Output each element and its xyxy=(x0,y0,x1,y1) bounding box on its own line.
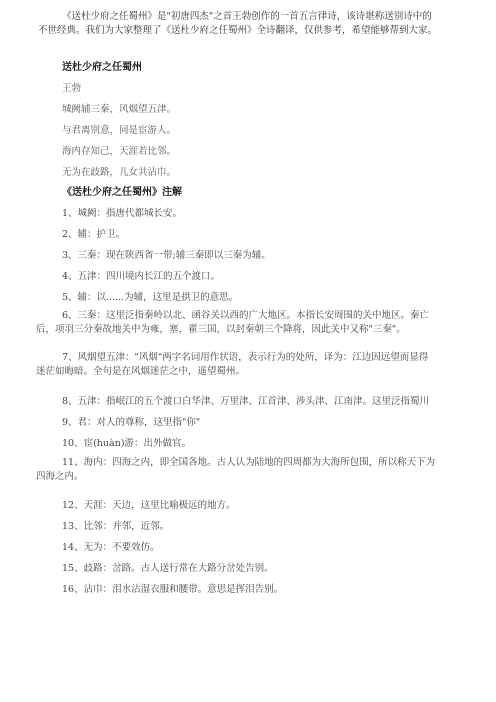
note-2: 2、辅：护卫。 xyxy=(62,229,126,240)
note-7-line-1: 7、风烟望五津："风烟"两字名词用作状语，表示行为的处所，译为：江边因远望而显得 xyxy=(62,352,429,363)
note-10: 10、宦(huàn)游：出外做官。 xyxy=(62,438,192,449)
note-5: 5、辅：以......为辅，这里是拱卫的意思。 xyxy=(62,292,239,303)
poem-line-4: 无为在歧路，儿女共沾巾。 xyxy=(62,167,177,178)
note-6 xyxy=(36,309,466,337)
intro-paragraph xyxy=(38,10,470,38)
poem-author: 王勃 xyxy=(62,83,82,94)
note-6-line-1: 6、三秦：这里泛指秦岭以北、函谷关以西的广大地区。本指长安周围的关中地区。秦亡 xyxy=(62,310,430,321)
poem-line-1: 城阙辅三秦，风烟望五津。 xyxy=(62,104,177,115)
note-14: 14、无为：不要效仿。 xyxy=(62,542,160,553)
notes-heading: 《送杜少府之任蜀州》注解 xyxy=(62,187,182,198)
intro-line-1: 《送杜少府之任蜀州》是"初唐四杰"之首王勃创作的一首五言律诗，该诗堪称送别诗中的 xyxy=(62,11,432,22)
poem-title: 送杜少府之任蜀州 xyxy=(62,62,142,73)
note-8: 8、五津：指岷江的五个渡口白华津、万里津、江首津、涉头津、江南津。这里泛指蜀川 xyxy=(62,396,430,407)
poem-line-2: 与君离别意，同是宦游人。 xyxy=(62,125,177,136)
note-11 xyxy=(36,456,466,484)
note-7 xyxy=(36,351,466,379)
note-9: 9、君：对人的尊称，这里指"你" xyxy=(62,417,201,428)
note-11-line-2: 四海之内。 xyxy=(36,471,84,482)
note-13: 13、比邻：并邻，近邻。 xyxy=(62,521,170,532)
note-11-line-1: 11、海内：四海之内，即全国各地。古人认为陆地的四周都为大海所包围，所以称天下为 xyxy=(62,457,436,468)
note-12: 12、天涯：天边，这里比喻极远的地方。 xyxy=(62,500,236,511)
note-16: 16、沾巾：泪水沾湿衣服和腰带。意思是挥泪告别。 xyxy=(62,584,284,595)
note-1: 1、城阙：指唐代都城长安。 xyxy=(62,208,183,219)
poem-line-3: 海内存知己，天涯若比邻。 xyxy=(62,146,177,157)
note-4: 4、五津：四川境内长江的五个渡口。 xyxy=(62,271,221,282)
note-15: 15、歧路：岔路。古人送行常在大路分岔处告别。 xyxy=(62,563,274,574)
intro-line-2: 不世经典。我们为大家整理了《送杜少府之任蜀州》全诗翻译，仅供参考，希望能够帮到大家。 xyxy=(38,25,438,36)
note-7-line-2: 迷茫如晦暗。全句是在风烟迷茫之中，遥望蜀州。 xyxy=(36,366,246,377)
note-3: 3、三秦：现在陕西省一带;辅三秦即以三秦为辅。 xyxy=(62,250,271,261)
note-6-line-2: 后，项羽三分秦故地关中为雍，塞，翟三国，以封秦朝三个降将，因此关中又称"三秦"。 xyxy=(36,324,406,335)
